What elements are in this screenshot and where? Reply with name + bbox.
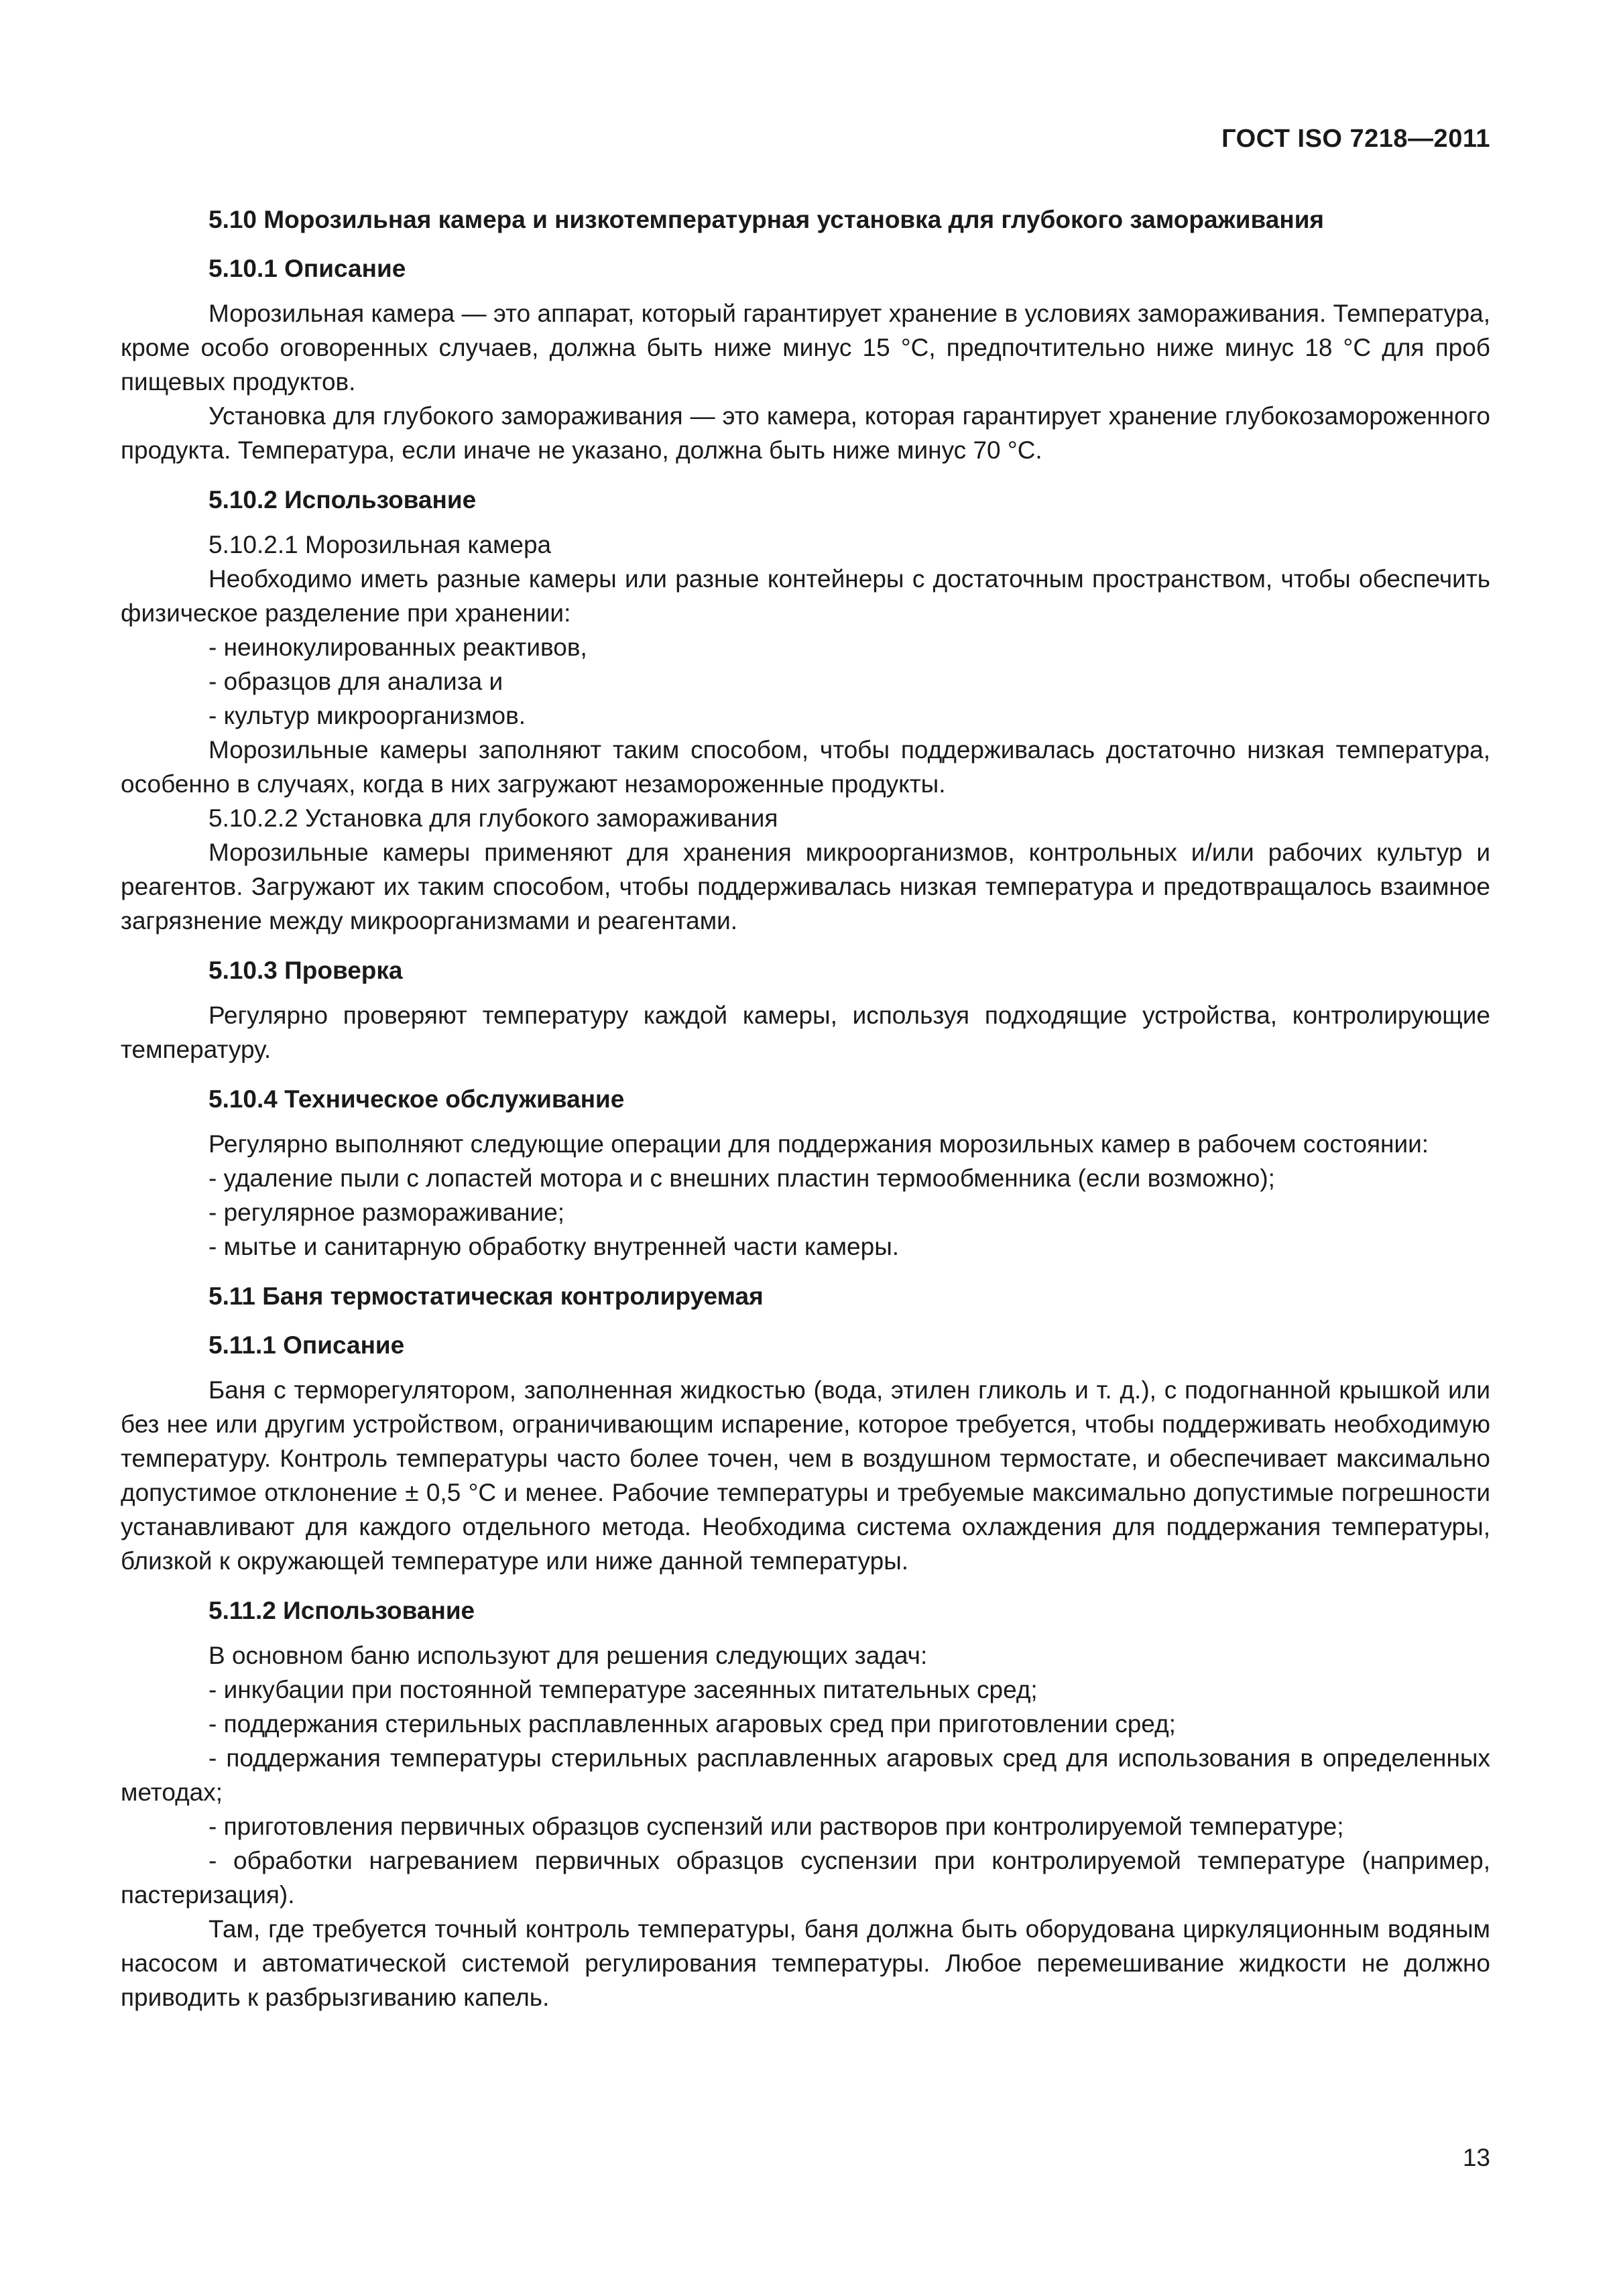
paragraph: - поддержания стерильных расплавленных агаровых сред при приготовлении сред; <box>208 1710 1176 1738</box>
paragraph: - приготовления первичных образцов суспензий или растворов при контролируемой температуре; <box>208 1813 1344 1840</box>
section-heading: 5.10.4 Техническое обслуживание <box>208 1085 625 1113</box>
paragraph: - регулярное размораживание; <box>208 1199 565 1226</box>
paragraph: - образцов для анализа и <box>208 668 503 695</box>
paragraph: Регулярно проверяют температуру каждой камеры, используя подходящие устройства, контролирующие температуру. <box>121 1002 1490 1063</box>
document-header: ГОСТ ISO 7218—2011 <box>1221 125 1490 153</box>
paragraph: Регулярно выполняют следующие операции для поддержания морозильных камер в рабочем состоянии: <box>208 1130 1429 1158</box>
paragraph: Там, где требуется точный контроль температуры, баня должна быть оборудована циркуляционным водяным насосом и автоматической системой регулирования температуры. Любое перемешивание жидкости не должно приводить к разбрызгиванию капель. <box>121 1915 1490 2011</box>
document-body <box>121 198 1490 2014</box>
section-heading: 5.11 Баня термостатическая контролируемая <box>208 1282 764 1310</box>
section-heading: 5.10 Морозильная камера и низкотемпературная установка для глубокого замораживания <box>208 206 1325 233</box>
paragraph: Установка для глубокого замораживания — это камера, которая гарантирует хранение глубокозамороженного продукта. Температура, если иначе не указано, должна быть ниже минус 70 °С. <box>121 402 1490 464</box>
paragraph: - инкубации при постоянной температуре засеянных питательных сред; <box>208 1676 1038 1703</box>
paragraph: - поддержания температуры стерильных расплавленных агаровых сред для использования в определенных методах; <box>121 1744 1490 1806</box>
paragraph: Необходимо иметь разные камеры или разные контейнеры с достаточным пространством, чтобы обеспечить физическое разделение при хранении: <box>121 565 1490 627</box>
paragraph: - мытье и санитарную обработку внутренней части камеры. <box>208 1233 900 1260</box>
paragraph: - удаление пыли с лопастей мотора и с внешних пластин термообменника (если возможно); <box>208 1164 1275 1192</box>
paragraph: Морозильные камеры заполняют таким способом, чтобы поддерживалась достаточно низкая температура, особенно в случаях, когда в них загружают незамороженные продукты. <box>121 736 1490 798</box>
paragraph: 5.10.2.2 Установка для глубокого замораживания <box>208 804 778 832</box>
section-heading: 5.11.1 Описание <box>208 1331 405 1359</box>
paragraph: Морозильные камеры применяют для хранения микроорганизмов, контрольных и/или рабочих культур и реагентов. Загружают их таким способом, чтобы поддерживалась низкая температура и предотвращалось взаимное загрязнение между микроорганизмами и реагентами. <box>121 839 1490 934</box>
paragraph: В основном баню используют для решения следующих задач: <box>208 1642 928 1669</box>
paragraph: Баня с терморегулятором, заполненная жидкостью (вода, этилен гликоль и т. д.), с подогнанной крышкой или без нее или другим устройством, ограничивающим испарение, которое требуется, чтобы поддерживать необходимую температуру. Контроль температуры часто более точен, чем в воздушном термостате, и обеспечивает максимально допустимое отклонение ± 0,5 °С и менее. Рабочие температуры и требуемые максимально допустимые погрешности устанавливают для каждого отдельного метода. Необходима система охлаждения для поддержания температуры, близкой к окружающей температуре или ниже данной температуры. <box>121 1376 1490 1575</box>
paragraph: Морозильная камера — это аппарат, который гарантирует хранение в условиях замораживания. Температура, кроме особо оговоренных случаев, должна быть ниже минус 15 °С, предпочтительно ниже минус 18 °С для проб пищевых продуктов. <box>121 300 1490 396</box>
page-number: 13 <box>1462 2144 1490 2171</box>
section-heading: 5.11.2 Использование <box>208 1597 475 1624</box>
paragraph: - культур микроорганизмов. <box>208 702 526 729</box>
paragraph: - неинокулированных реактивов, <box>208 633 587 661</box>
section-heading: 5.10.2 Использование <box>208 486 477 513</box>
section-heading: 5.10.1 Описание <box>208 255 406 282</box>
section-heading: 5.10.3 Проверка <box>208 957 403 984</box>
paragraph: - обработки нагреванием первичных образцов суспензии при контролируемой температуре (например, пастеризация). <box>121 1847 1490 1909</box>
paragraph: 5.10.2.1 Морозильная камера <box>208 531 552 558</box>
